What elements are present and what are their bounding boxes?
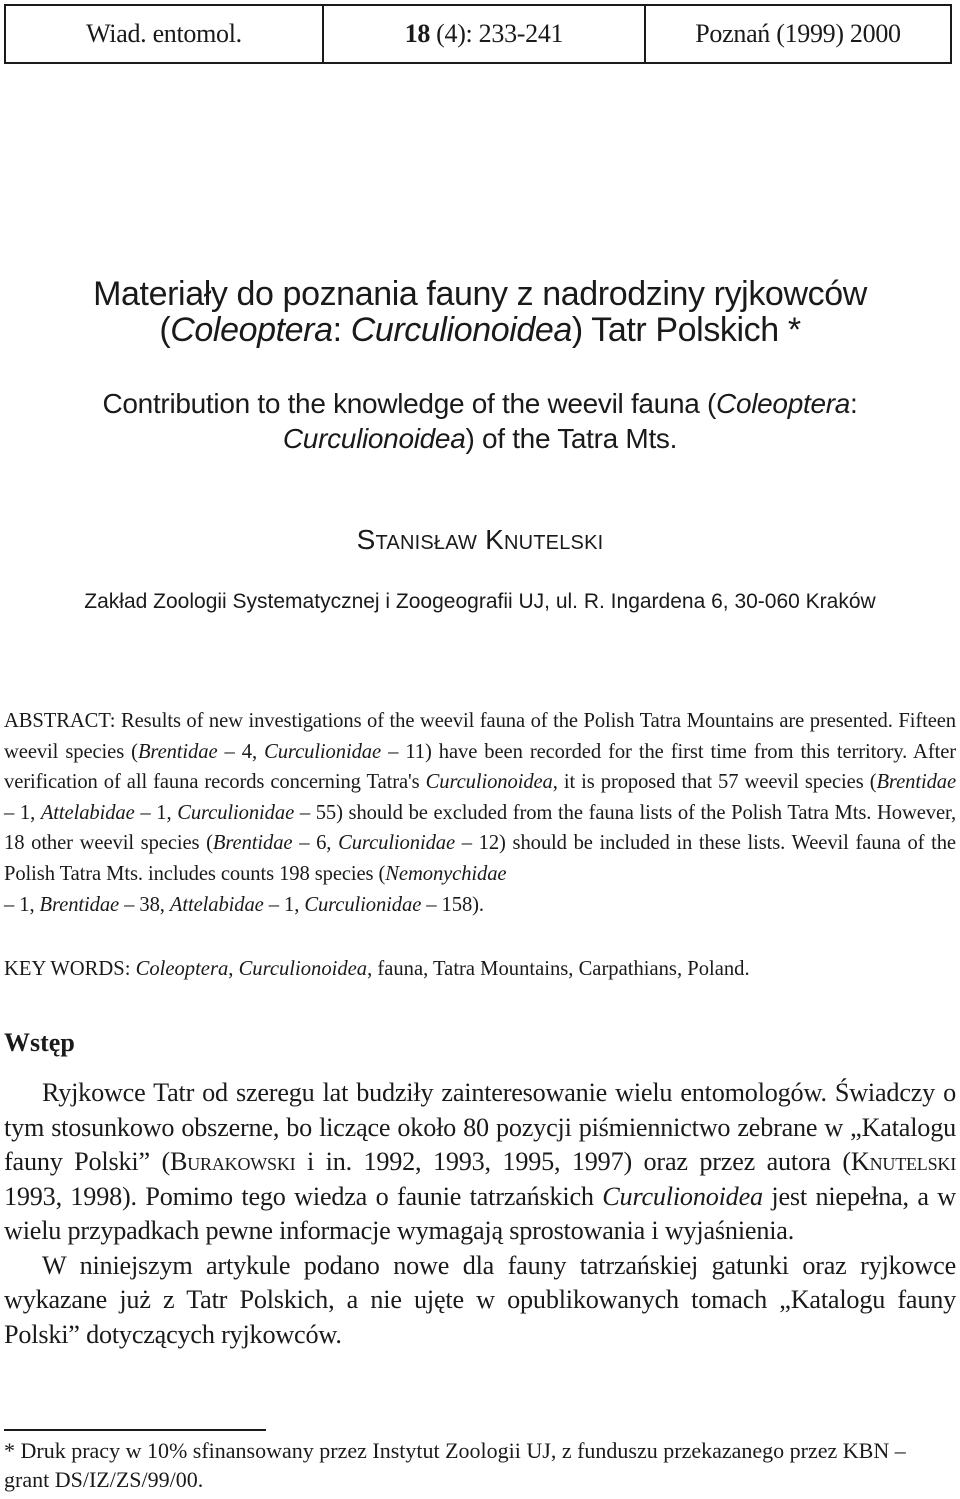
place-year-text: Poznań (1999) 2000 <box>695 19 901 48</box>
keyword-separator: , <box>228 958 239 980</box>
taxon-brentidae: Brentidae <box>212 832 293 855</box>
title-taxon-coleoptera: Coleoptera <box>170 311 333 349</box>
paragraph-text: 1993, 1998). Pomimo tego wiedza o faunie tatrzańskich <box>4 1181 603 1211</box>
taxon-curculionoidea: Curculionoidea <box>425 771 553 794</box>
title-polish <box>0 276 960 348</box>
paragraph-text: jest niepełna, a w wielu przypadkach pewne informacje wymagają sprostowania i wyjaśnienia. <box>4 1181 956 1245</box>
abstract-text: – 4, <box>217 740 265 763</box>
abstract-text: – 1, <box>4 801 41 824</box>
abstract-text: – 11) have been recorded for the first time from this territory. After verification of all fauna records concerning Tatra's <box>4 740 957 794</box>
abstract-text: – 158). <box>421 893 484 916</box>
title-en-rest: ) of the Tatra Mts. <box>465 423 678 454</box>
section-heading: Wstęp <box>4 1028 75 1057</box>
footnote: * Druk pracy w 10% sfinansowany przez Instytut Zoologii UJ, z funduszu przekazanego przez KBN – grant DS/IZ/ZS/99/00. <box>4 1438 906 1492</box>
abstract-text: – 12) should be included in these lists. Weevil fauna of the Polish Tatra Mts. includes counts 198 species ( <box>4 832 956 885</box>
title-english <box>0 386 960 456</box>
volume-number: 18 <box>404 19 431 48</box>
body-text <box>4 1076 956 1352</box>
abstract-text: – 55) should be excluded from the fauna lists of the Polish Tatra Mts. However, 18 other weevil species ( <box>4 801 956 855</box>
taxon-curculionidae: Curculionidae <box>338 832 456 855</box>
taxon-nemonychidae: Nemonychidae <box>385 862 507 885</box>
citation-author: Knutelski <box>850 1147 956 1176</box>
title-en-colon: : <box>850 388 858 419</box>
journal-name-text: Wiad. entomol. <box>86 19 242 48</box>
taxon-attelabidae: Attelabidae <box>40 801 135 824</box>
abstract-text: – 1, <box>134 801 178 824</box>
place-year <box>646 6 950 62</box>
title-polish-line2: (Coleoptera: Curculionoidea) Tatr Polskich * <box>159 311 801 349</box>
title-polish-rest: Tatr Polskich * <box>591 311 801 349</box>
abstract-text: – 6, <box>292 832 339 855</box>
journal-header <box>4 4 952 64</box>
abstract-text: Results of new investigations of the weevil fauna of the Polish Tatra Mountains are presented. Fifteen weevil species ( <box>4 710 956 763</box>
title-en-prefix: Contribution to the knowledge of the weevil fauna ( <box>102 388 717 419</box>
abstract-text: – 1, <box>263 893 305 916</box>
title-polish-line1: Materiały do poznania fauny z nadrodziny ryjkowców <box>93 275 867 313</box>
abstract-label: ABSTRACT: <box>4 710 116 732</box>
abstract-text: – 38, <box>119 893 170 916</box>
abstract-text: – 1, <box>4 893 40 916</box>
keywords-rest: , fauna, Tatra Mountains, Carpathians, Poland. <box>367 958 750 980</box>
paragraph-text: i in. 1992, 1993, 1995, 1997) oraz przez autora ( <box>295 1147 851 1176</box>
issue-pages: (4): 233-241 <box>436 19 564 48</box>
footnote-rule <box>4 1429 266 1431</box>
taxon-curculionidae: Curculionidae <box>264 740 382 763</box>
volume-issue <box>324 6 646 62</box>
paragraph-text: Ryjkowce Tatr od szeregu lat budziły zainteresowanie wielu entomologów. Świadczy o tym stosunkowo obszerne, bo liczące około 80 pozycji piśmiennictwo zebrane w „Katalogu fauny Polski” ( <box>4 1078 956 1176</box>
abstract <box>4 706 956 920</box>
taxon-brentidae: Brentidae <box>137 740 218 763</box>
title-taxon-curculionoidea: Curculionoidea <box>350 311 572 349</box>
taxon-curculionidae: Curculionidae <box>304 893 422 916</box>
paragraph-2: W niniejszym artykule podano nowe dla fauny tatrzańskiej gatunki oraz ryjkowce wykazane już z Tatr Polskich, a nie ujęte w opublikowanych tomach „Katalogu fauny Polski” dotyczących ryjkowców. <box>4 1250 956 1349</box>
taxon-brentidae: Brentidae <box>876 771 956 794</box>
paragraph-1 <box>4 1076 956 1249</box>
title-en-taxon-coleoptera: Coleoptera <box>716 388 851 419</box>
keyword-coleoptera: Coleoptera <box>135 958 229 980</box>
keywords <box>4 954 956 984</box>
author-name: Stanisław Knutelski <box>356 524 604 555</box>
author-affiliation: Zakład Zoologii Systematycznej i Zoogeografii UJ, ul. R. Ingardena 6, 30-060 Kraków <box>84 590 876 613</box>
citation-author: Burakowski <box>169 1147 296 1176</box>
taxon-curculionoidea: Curculionoidea <box>602 1181 763 1211</box>
taxon-attelabidae: Attelabidae <box>169 893 264 916</box>
keyword-curculionoidea: Curculionoidea <box>238 958 368 980</box>
keywords-label: KEY WORDS: <box>4 958 131 980</box>
taxon-curculionidae: Curculionidae <box>177 801 295 824</box>
abstract-text: , it is proposed that 57 weevil species ( <box>552 771 877 794</box>
journal-name <box>6 6 324 62</box>
taxon-brentidae: Brentidae <box>39 893 120 916</box>
title-en-taxon-curculionoidea: Curculionoidea <box>282 423 466 454</box>
